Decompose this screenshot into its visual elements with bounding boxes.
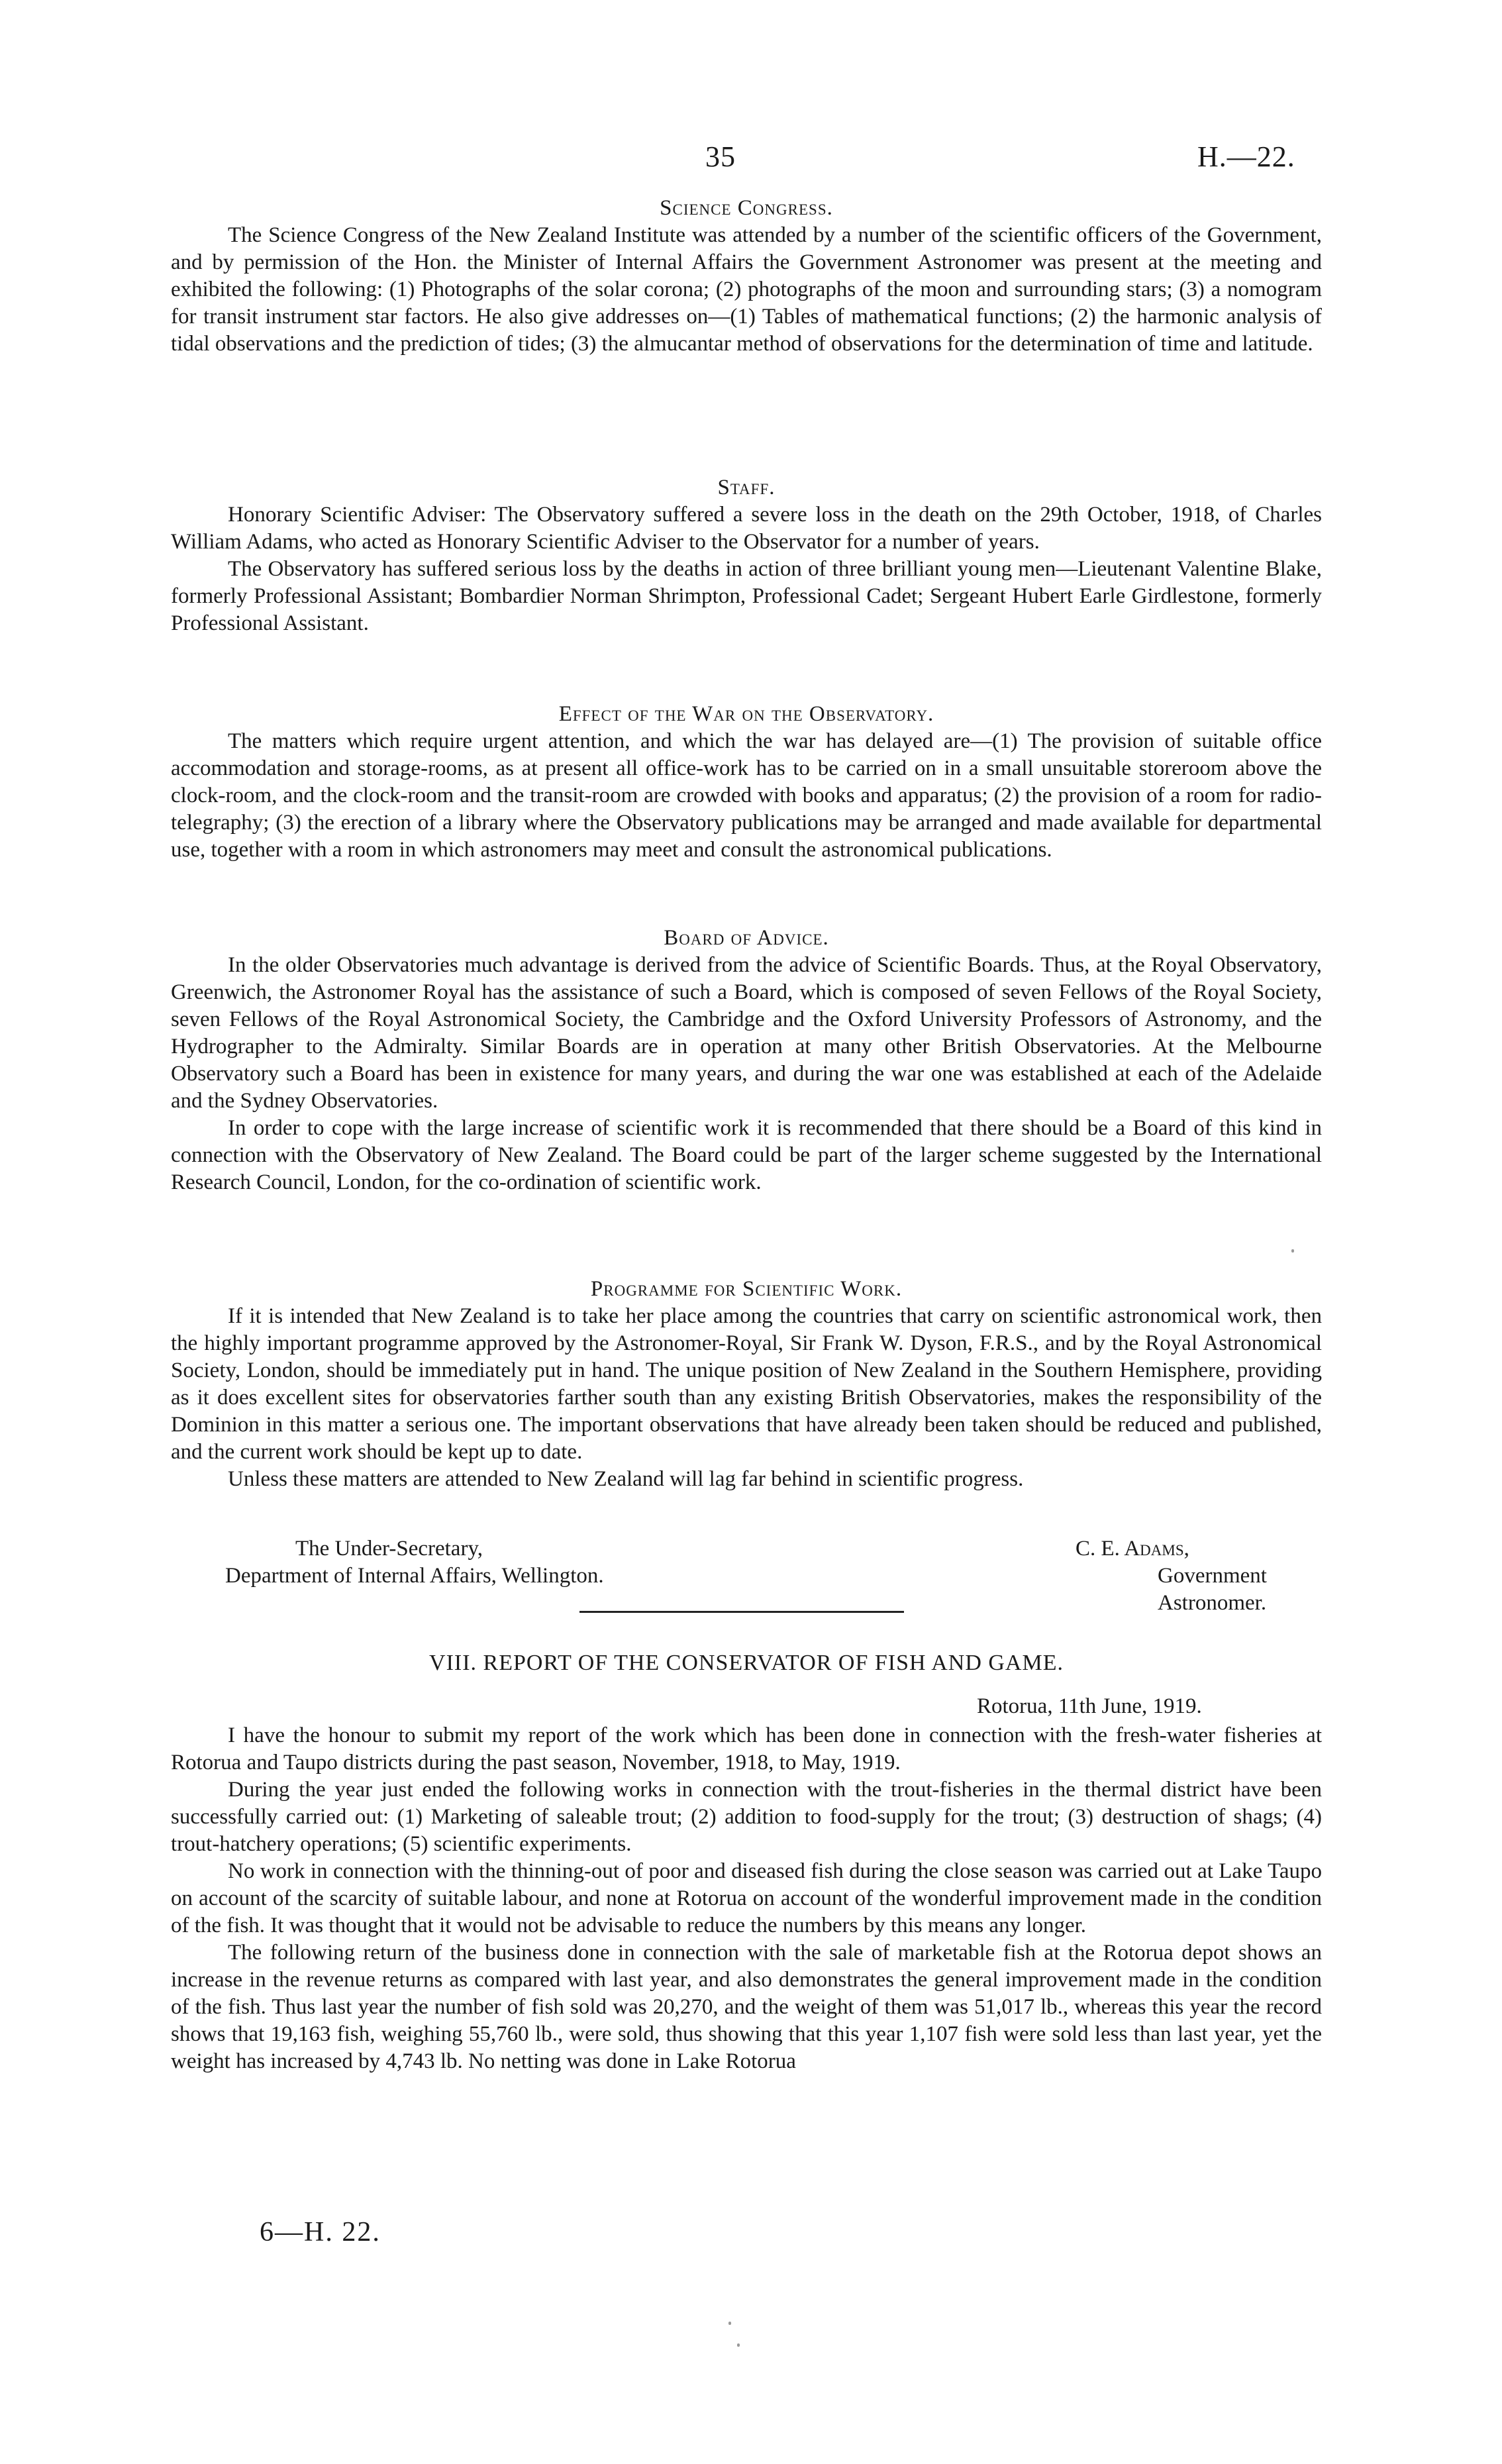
effect-of-war-heading: Effect of the War on the Observatory.	[558, 702, 934, 726]
addressee-line-1: The Under-Secretary,	[295, 1537, 483, 1561]
board-of-advice-paragraph-2: In order to cope with the large increase of scientific work it is recommended that there should be a Board of this kind in connection with the Observatory of New Zealand. The Board could be part of the larger scheme suggested by the International Research Council, London, for the co-ordination of scientific work.	[171, 1116, 1322, 1194]
programme-paragraph-2: Unless these matters are attended to New Zealand will lag far behind in scientific progress.	[228, 1467, 1024, 1491]
programme-section	[171, 1276, 1322, 1493]
report-dateline: Rotorua, 11th June, 1919.	[977, 1694, 1202, 1718]
board-of-advice-paragraph-1: In the older Observatories much advantage is derived from the advice of Scientific Boards. Thus, at the Royal Observatory, Greenwich, the Astronomer Royal has the assistance of such a Board, which is composed of seven Fellows of the Royal Society, seven Fellows of the Royal Astronomical Society, the Cambridge and the Oxford University Professors of Astronomy, and the Hydrographer to the Admiralty. Similar Boards are in operation at many other British Observatories. At the Melbourne Observatory such a Board has been in existence for many years, and during the war one was established at each of the Adelaide and the Sydney Observatories.	[171, 953, 1322, 1113]
signer-title: Government Astronomer.	[1158, 1564, 1267, 1615]
report-paragraph-1: I have the honour to submit my report of the work which has been done in connection with the fresh-water fisheries at Rotorua and Taupo districts during the past season, November, 1918, to May, 1919.	[171, 1723, 1322, 1774]
effect-of-war-paragraph: The matters which require urgent attention, and which the war has delayed are—(1) The provision of suitable office accommodation and storage-rooms, as at present all office-work has to be carried on in a small unsuitable storeroom above the clock-room, and the clock-room and the transit-room are crowded with books and apparatus; (2) the provision of a room for radio-telegraphy; (3) the erection of a library where the Observatory publications may be arranged and made available for departmental use, together with a room in which astronomers may meet and consult the astronomical publications.	[171, 729, 1322, 862]
board-of-advice-section	[171, 925, 1322, 1196]
science-congress-section	[171, 195, 1322, 358]
science-congress-paragraph: The Science Congress of the New Zealand Institute was attended by a number of the scientific officers of the Government, and by permission of the Hon. the Minister of Internal Affairs the Government Astronomer was present at the meeting and exhibited the following: (1) Photographs of the solar corona; (2) photographs of the moon and surrounding stars; (3) a nomogram for transit instrument star factors. He also give addresses on—(1) Tables of mathematical functions; (2) the harmonic analysis of tidal observations and the prediction of tides; (3) the almucantar method of observations for the determination of time and latitude.	[171, 223, 1322, 356]
report-paragraph-4: The following return of the business done in connection with the sale of marketable fish at the Rotorua depot shows an increase in the revenue returns as compared with last year, and also demonstrates the general improvement made in the condition of the fish. Thus last year the number of fish sold was 20,270, and the weight of them was 51,017 lb., whereas this year the record shows that 19,163 fish, weighing 55,760 lb., were sold, thus showing that this year 1,107 fish were sold less than last year, yet the weight has increased by 4,743 lb. No netting was done in Lake Rotorua	[171, 1941, 1322, 2073]
staff-paragraph-2: The Observatory has suffered serious loss by the deaths in action of three brilliant young men—Lieutenant Valentine Blake, formerly Professional Assistant; Bombardier Norman Shrimpton, Professional Cadet; Sergeant Hubert Earle Girdlestone, formerly Professional Assistant.	[171, 557, 1322, 635]
report-paragraph-2: During the year just ended the following works in connection with the trout-fisheries in the thermal district have been successfully carried out: (1) Marketing of saleable trout; (2) addition to food-supply for the trout; (3) destruction of shags; (4) trout-hatchery operations; (5) scientific experiments.	[171, 1778, 1322, 1856]
report-body	[171, 1722, 1322, 2075]
scan-speck	[737, 2343, 740, 2347]
effect-of-war-section	[171, 701, 1322, 864]
document-reference: H.—22.	[1197, 140, 1295, 173]
programme-heading: Programme for Scientific Work.	[590, 1277, 903, 1301]
addressee-line-2: Department of Internal Affairs, Wellington.	[225, 1564, 604, 1588]
sheet-reference: 6—H. 22.	[260, 2217, 381, 2247]
staff-heading: Staff.	[717, 476, 776, 499]
staff-section	[171, 474, 1322, 637]
programme-paragraph-1: If it is intended that New Zealand is to take her place among the countries that carry on scientific astronomical work, then the highly important programme approved by the Astronomer-Royal, Sir Frank W. Dyson, F.R.S., and by the Royal Astronomical Society, London, should be immediately put in hand. The unique position of New Zealand in the Southern Hemisphere, providing as it does excellent sites for observatories farther south than any existing British Observatories, makes the responsibility of the Dominion in this matter a serious one. The important observations that have already been taken should be reduced and published, and the current work should be kept up to date.	[171, 1304, 1322, 1464]
scan-speck	[728, 2322, 731, 2325]
board-of-advice-heading: Board of Advice.	[664, 926, 829, 950]
report-title: VIII. REPORT OF THE CONSERVATOR OF FISH AND GAME.	[429, 1651, 1064, 1675]
page-number: 35	[705, 140, 736, 173]
section-divider	[579, 1611, 904, 1613]
report-paragraph-3: No work in connection with the thinning-out of poor and diseased fish during the close season was carried out at Lake Taupo on account of the scarcity of suitable labour, and none at Rotorua on account of the wonderful improvement made in the condition of the fish. It was thought that it would not be advisable to reduce the numbers by this means any longer.	[171, 1859, 1322, 1937]
science-congress-heading: Science Congress.	[660, 196, 833, 220]
signer-name: C. E. Adams,	[1076, 1537, 1189, 1561]
staff-paragraph-1: Honorary Scientific Adviser: The Observatory suffered a severe loss in the death on the 29th October, 1918, of Charles William Adams, who acted as Honorary Scientific Adviser to the Observator for a number of years.	[171, 503, 1322, 554]
scan-speck	[1291, 1249, 1294, 1253]
